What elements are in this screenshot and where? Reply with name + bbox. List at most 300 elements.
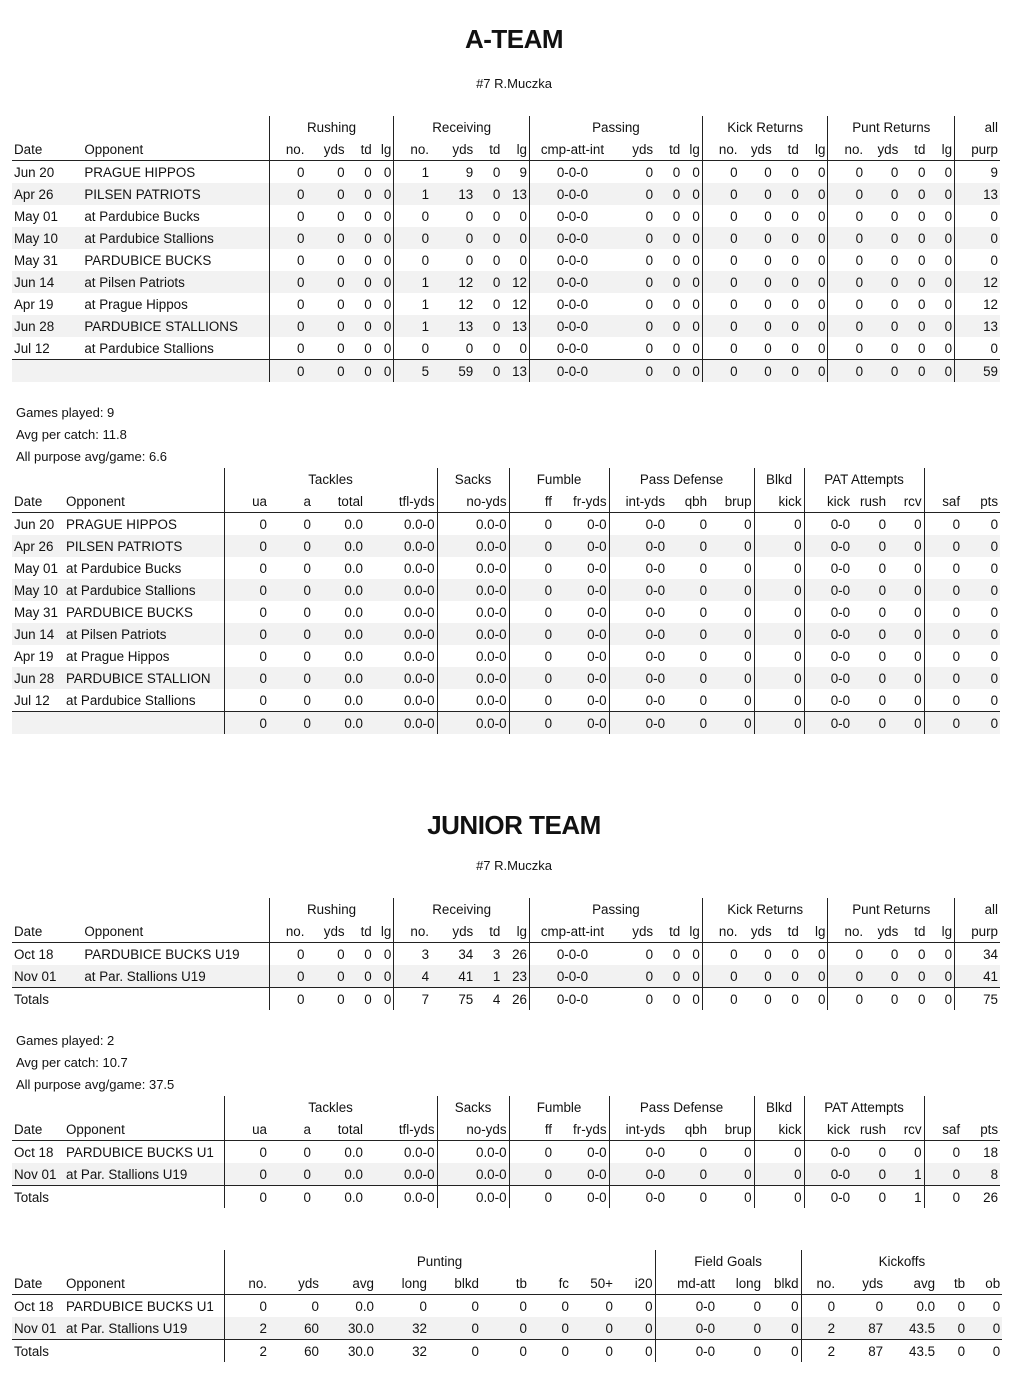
opponent-cell: PILSEN PATRIOTS (64, 535, 224, 557)
stat-cell: 0-0 (609, 579, 667, 601)
stat-cell: 0 (269, 293, 306, 315)
opponent-cell: PARDUBICE STALLION (64, 667, 224, 689)
total-cell: 0-0 (554, 1186, 609, 1209)
stat-cell: 0 (828, 965, 865, 988)
table-row (12, 943, 1000, 966)
stat-cell: 0 (764, 164, 772, 180)
table-row (12, 1163, 1000, 1186)
total-cell: 0 (682, 360, 702, 383)
stat-cell: 0 (224, 645, 269, 667)
column-header: td (900, 920, 927, 943)
stat-cell: 0 (924, 667, 962, 689)
stat-cell: 0 (717, 1317, 763, 1340)
stat-cell: 0 (519, 208, 527, 224)
column-header: yds (865, 138, 900, 161)
stat-cell: 0 (878, 560, 887, 576)
stat-cell: 0-0 (609, 1163, 667, 1186)
stat-cell: 0 (852, 667, 888, 689)
group-header-blank (12, 116, 269, 138)
stat-cell: 0.0-0 (365, 579, 437, 601)
stat-cell: 0 (944, 208, 953, 224)
stat-cell: 0-0 (804, 645, 852, 667)
stat-cell: 0 (914, 516, 922, 532)
stat-cell: 0-0 (609, 645, 667, 667)
date-cell: Apr 26 (12, 535, 64, 557)
total-cell: 0 (475, 360, 502, 383)
stat-cell: 0 (875, 1298, 884, 1314)
games-played: Games played: 9 (16, 405, 115, 420)
stat-cell: 0 (509, 1163, 554, 1186)
stat-cell: 0.0-0 (437, 645, 509, 667)
stat-cell: 0 (740, 315, 774, 337)
stat-cell: 0-0 (804, 601, 852, 623)
column-header: lg (502, 920, 529, 943)
stat-cell: 0.0-0 (437, 601, 509, 623)
stat-cell: 0 (917, 946, 926, 962)
stat-cell: 0 (878, 648, 887, 664)
stat-cell: 0.0-0 (404, 648, 435, 664)
stat-cell: 0 (865, 227, 900, 249)
table-row (12, 293, 1000, 315)
total-cell: 0 (865, 988, 900, 1011)
table-row (12, 1317, 1002, 1340)
column-header: brup (709, 1118, 754, 1141)
table-row (12, 315, 1000, 337)
table-row (12, 1295, 1002, 1318)
stat-cell: 1 (394, 271, 431, 293)
stat-cell: 0 (754, 513, 804, 536)
stat-cell: 0-0-0 (530, 249, 615, 271)
total-cell: 0 (667, 1186, 709, 1209)
total-cell: 0 (740, 988, 774, 1011)
stat-cell: 0 (744, 516, 752, 532)
total-cell (64, 712, 224, 735)
stat-cell: 0 (791, 252, 799, 268)
column-header: yds (615, 138, 655, 161)
stat-cell: 0 (269, 183, 306, 205)
stat-cell: 0 (852, 1163, 888, 1186)
stat-cell: 0 (615, 315, 655, 337)
stat-cell: 0 (337, 252, 345, 268)
total-cell: 59 (955, 360, 1000, 383)
stat-cell: 0 (702, 161, 739, 184)
date-cell: Jun 14 (12, 271, 82, 293)
stat-cell: 0 (699, 692, 708, 708)
stat-cell: 0 (645, 296, 654, 312)
total-cell: 0 (702, 988, 739, 1011)
column-header: ff (509, 490, 554, 513)
date-cell: May 31 (14, 604, 58, 620)
stat-cell: 0 (509, 689, 554, 712)
total-cell: 0 (509, 1186, 554, 1209)
all-purpose-avg: All purpose avg/game: 37.5 (16, 1077, 175, 1092)
stat-cell: 0 (699, 560, 708, 576)
total-cell: 2 (224, 1340, 269, 1363)
column-header: no. (702, 138, 739, 161)
date-cell: Apr 19 (14, 296, 54, 312)
total-cell: 30.0 (321, 1340, 376, 1363)
stat-cell: 13 (502, 183, 529, 205)
stat-cell: 0 (962, 579, 1000, 601)
column-header: no. (828, 138, 865, 161)
stat-cell: 0.0-0 (437, 1141, 509, 1164)
total-cell: 0 (888, 712, 924, 735)
stat-cell: 0 (303, 648, 311, 664)
group-header-blank (12, 898, 269, 920)
total-cell: 0 (828, 988, 865, 1011)
stat-cell: 0.0-0 (437, 557, 509, 579)
stat-cell: 0 (475, 227, 502, 249)
stat-cell: 43.5 (885, 1317, 937, 1340)
column-header: total (313, 490, 365, 513)
column-header: td (655, 920, 682, 943)
table-row (12, 579, 1000, 601)
column-header: yds (306, 920, 346, 943)
stat-cell: 0 (645, 946, 654, 962)
group-header: Sacks (437, 1096, 509, 1118)
a-team-player-name: #7 R.Muczka (476, 76, 552, 91)
stat-cell: 0 (306, 227, 346, 249)
stat-cell: 0 (383, 296, 392, 312)
date-cell: May 01 (14, 560, 58, 576)
stat-cell: 0 (374, 183, 394, 205)
stat-cell: 0 (682, 271, 702, 293)
stat-cell: 0 (927, 315, 954, 337)
total-cell: 87 (837, 1340, 885, 1363)
stat-cell: 0 (791, 1298, 799, 1314)
total-cell: 26 (962, 1186, 1000, 1209)
stat-cell: 0 (865, 271, 900, 293)
table-row (12, 227, 1000, 249)
stat-cell: 0 (852, 623, 888, 645)
group-header: PAT Attempts (804, 1096, 924, 1118)
stat-cell: 0 (955, 249, 1000, 271)
total-cell: 60 (269, 1340, 321, 1363)
date-cell: Jun 28 (12, 315, 82, 337)
stat-cell: 0 (667, 623, 709, 645)
stat-cell: 0.0-0 (437, 667, 509, 689)
stat-cell: 0 (924, 535, 962, 557)
group-header-blank (12, 1250, 224, 1272)
stat-cell: 0-0 (609, 557, 667, 579)
stat-cell: 0 (269, 205, 306, 227)
column-header: kick (754, 490, 804, 513)
total-cell: 0-0 (554, 712, 609, 735)
total-cell: 0 (924, 1186, 962, 1209)
total-cell: 0.0-0 (365, 1186, 437, 1209)
stat-cell: 0 (917, 208, 926, 224)
totals-label: Totals (12, 1186, 64, 1209)
column-header: md-att (655, 1272, 717, 1295)
stat-cell: 0 (801, 965, 828, 988)
stat-cell: 0 (492, 252, 501, 268)
date-cell: Apr 26 (12, 183, 82, 205)
stat-cell: 0-0 (804, 557, 852, 579)
stat-cell: 0 (692, 296, 700, 312)
column-header: ff (509, 1118, 554, 1141)
date-cell: May 10 (12, 227, 82, 249)
totals-row (12, 1340, 1002, 1363)
group-header: Receiving (394, 116, 530, 138)
column-header: yds (837, 1272, 885, 1295)
stat-cell: 0-0 (587, 516, 607, 532)
stat-cell: 0 (754, 667, 804, 689)
stat-cell: 0 (465, 340, 474, 356)
stat-cell: 0-0 (587, 648, 607, 664)
stat-cell: 0 (699, 1144, 708, 1160)
column-header: Opponent (64, 490, 224, 513)
stat-cell: 0 (888, 667, 924, 689)
stat-cell: 0 (828, 227, 865, 249)
stat-cell: 0 (672, 252, 681, 268)
stat-cell: 0 (655, 227, 682, 249)
column-header-row (12, 920, 1000, 943)
stat-cell: 0 (791, 340, 799, 356)
stat-cell: 0 (394, 249, 431, 271)
stat-cell: 0 (924, 601, 962, 623)
group-header: Punt Returns (828, 898, 955, 920)
stat-cell: 0 (699, 648, 708, 664)
column-header: fc (529, 1272, 571, 1295)
stat-cell: 0 (492, 164, 501, 180)
stat-cell: 12 (955, 293, 1000, 315)
group-header: Kick Returns (702, 116, 828, 138)
stat-cell: 0 (890, 208, 899, 224)
stat-cell: 0-0-0 (530, 183, 615, 205)
stat-cell: 0 (306, 965, 346, 988)
column-header: no. (269, 920, 306, 943)
column-header: total (313, 1118, 365, 1141)
stat-cell: 0 (224, 579, 269, 601)
stat-cell: 0 (828, 293, 865, 315)
stat-cell: 0 (754, 645, 804, 667)
stat-cell: 0 (337, 340, 345, 356)
total-cell: 1 (888, 1186, 924, 1209)
column-header: no. (801, 1272, 837, 1295)
stat-cell: 9 (955, 161, 1000, 184)
column-header: tfl-yds (365, 490, 437, 513)
stat-cell: 0 (269, 315, 306, 337)
avg-per-catch: Avg per catch: 10.7 (16, 1055, 128, 1070)
stat-cell: 0 (791, 296, 799, 312)
total-cell: 0-0-0 (530, 988, 615, 1011)
stat-cell: 0 (754, 623, 804, 645)
totals-row (12, 360, 1000, 383)
total-cell: 0 (774, 988, 801, 1011)
stat-cell: 0 (645, 340, 654, 356)
stat-cell: 0 (347, 183, 374, 205)
junior-team-title: JUNIOR TEAM (427, 810, 601, 840)
column-header: lg (801, 920, 828, 943)
stat-cell: 0.0 (344, 692, 363, 708)
stat-cell: 0 (754, 1141, 804, 1164)
stat-cell: 0 (364, 164, 372, 180)
total-cell: 0 (667, 712, 709, 735)
date-cell: Oct 18 (14, 946, 54, 962)
stat-cell: 0 (269, 337, 306, 360)
date-cell: Oct 18 (14, 1298, 54, 1314)
total-cell (64, 1340, 224, 1363)
stat-cell: 0-0 (804, 1141, 852, 1164)
stat-cell: 0 (937, 1317, 967, 1340)
stat-cell: 0.0-0 (437, 579, 509, 601)
stat-cell: 0 (224, 1141, 269, 1164)
avg-per-catch: Avg per catch: 11.8 (16, 427, 127, 442)
junior-team-offense-table (12, 898, 1000, 1010)
column-header: brup (709, 490, 754, 513)
stat-cell: 0 (944, 252, 953, 268)
table-row (12, 623, 1000, 645)
stat-cell: 0 (269, 943, 306, 966)
stat-cell: 0 (990, 692, 999, 708)
group-header: Blkd (754, 468, 804, 490)
column-header: td (475, 920, 502, 943)
stat-cell: 0-0 (609, 667, 667, 689)
stat-cell: 0 (561, 1298, 569, 1314)
group-header: Passing (530, 898, 703, 920)
stat-cell: 0 (828, 205, 865, 227)
total-cell: 0 (967, 1340, 1002, 1363)
column-header: yds (306, 138, 346, 161)
stat-cell: 0 (917, 340, 926, 356)
total-cell: 0 (852, 712, 888, 735)
table-row (12, 667, 1000, 689)
stat-cell: 13 (431, 183, 475, 205)
total-cell: 0 (269, 712, 313, 735)
stat-cell: 0 (900, 227, 927, 249)
stat-cell: 0 (990, 604, 999, 620)
date-cell: Nov 01 (12, 965, 82, 988)
stat-cell: 2 (224, 1317, 269, 1340)
stat-cell: 0 (699, 604, 708, 620)
column-header: blkd (763, 1272, 801, 1295)
stat-cell: 13 (431, 315, 475, 337)
stat-cell: 0 (878, 516, 887, 532)
stat-cell: 0 (702, 227, 739, 249)
stat-cell: 0 (692, 164, 700, 180)
date-cell: Jun 14 (12, 623, 64, 645)
stat-cell: 0-0 (554, 579, 609, 601)
total-cell: 0-0 (655, 1340, 717, 1363)
column-header: fr-yds (554, 490, 609, 513)
stat-cell: 0 (519, 1298, 527, 1314)
stat-cell: 0 (888, 623, 924, 645)
stat-cell: 0 (878, 692, 887, 708)
stat-cell: 0 (709, 1163, 754, 1186)
column-header: yds (865, 920, 900, 943)
stat-cell: 0 (682, 965, 702, 988)
column-header: rush (852, 1118, 888, 1141)
total-cell: 0 (347, 360, 374, 383)
stat-cell: 0 (962, 623, 1000, 645)
stat-cell: 0 (890, 946, 899, 962)
stat-cell: 0 (828, 315, 865, 337)
column-header: kick (804, 490, 852, 513)
column-header: tb (481, 1272, 529, 1295)
opponent-cell: at Pilsen Patriots (64, 623, 224, 645)
total-cell (82, 360, 269, 383)
total-cell: 0 (900, 988, 927, 1011)
stat-cell: 0 (364, 946, 372, 962)
total-cell: 0.0-0 (437, 712, 509, 735)
column-header-row (12, 138, 1000, 161)
group-header: Punt Returns (828, 116, 955, 138)
column-header: td (774, 138, 801, 161)
stat-cell: 0 (865, 183, 900, 205)
total-cell: 0 (429, 1340, 481, 1363)
total-cell: 0 (962, 712, 1000, 735)
totals-row (12, 1186, 1000, 1209)
column-header: td (900, 138, 927, 161)
stat-cell: 0-0-0 (530, 161, 615, 184)
column-header: tb (937, 1272, 967, 1295)
totals-label: Totals (12, 988, 82, 1011)
stat-cell: 0 (754, 1163, 804, 1186)
column-header: kick (804, 1118, 852, 1141)
stat-cell: 12 (431, 271, 475, 293)
table-row (12, 535, 1000, 557)
stat-cell: 0-0 (554, 535, 609, 557)
stat-cell: 0-0 (804, 689, 852, 712)
stat-cell: 0 (337, 208, 345, 224)
stat-cell: 26 (512, 946, 527, 962)
table-row (12, 161, 1000, 184)
table-row (12, 337, 1000, 360)
stat-cell: 0-0-0 (530, 271, 615, 293)
stat-cell: 0 (306, 183, 346, 205)
column-header: no. (702, 920, 739, 943)
stat-cell: 32 (376, 1317, 429, 1340)
stat-cell: 0 (655, 183, 682, 205)
total-cell: 75 (431, 988, 475, 1011)
stat-cell: 0.0-0 (365, 667, 437, 689)
column-header: saf (924, 490, 962, 513)
stat-cell: 0 (924, 557, 962, 579)
stat-cell: 0 (374, 271, 394, 293)
column-header: no. (394, 138, 431, 161)
total-cell: 0 (927, 360, 954, 383)
stat-cell: 0 (224, 623, 269, 645)
group-header-row (12, 1096, 1000, 1118)
stat-cell: 0.0-0 (437, 535, 509, 557)
total-cell: 0.0 (313, 1186, 365, 1209)
stat-cell: 0 (702, 205, 739, 227)
stat-cell: 0.0-0 (437, 689, 509, 712)
opponent-cell: PRAGUE HIPPOS (84, 164, 196, 180)
stat-cell: 0 (801, 315, 828, 337)
stat-cell: 0 (337, 296, 345, 312)
column-header: lg (682, 138, 702, 161)
stat-cell: 0 (944, 946, 953, 962)
date-cell: Jul 12 (14, 340, 50, 356)
opponent-cell: at Pardubice Stallions (84, 340, 214, 356)
column-header: Opponent (64, 1272, 224, 1295)
stat-cell: 0-0 (609, 601, 667, 623)
column-header: no. (224, 1272, 269, 1295)
stat-cell: 0 (692, 252, 700, 268)
stat-cell: 0 (754, 579, 804, 601)
column-header: td (347, 920, 374, 943)
group-header: Passing (530, 116, 703, 138)
stat-cell: 0 (890, 340, 899, 356)
stat-cell: 0.0-0 (404, 692, 435, 708)
total-cell: 7 (394, 988, 431, 1011)
opponent-cell: PARDUBICE BUCKS U19 (84, 946, 240, 962)
stat-cell: 41 (431, 965, 475, 988)
date-cell: Nov 01 (12, 1317, 64, 1340)
totals-row (12, 712, 1000, 735)
total-cell: 0 (615, 988, 655, 1011)
